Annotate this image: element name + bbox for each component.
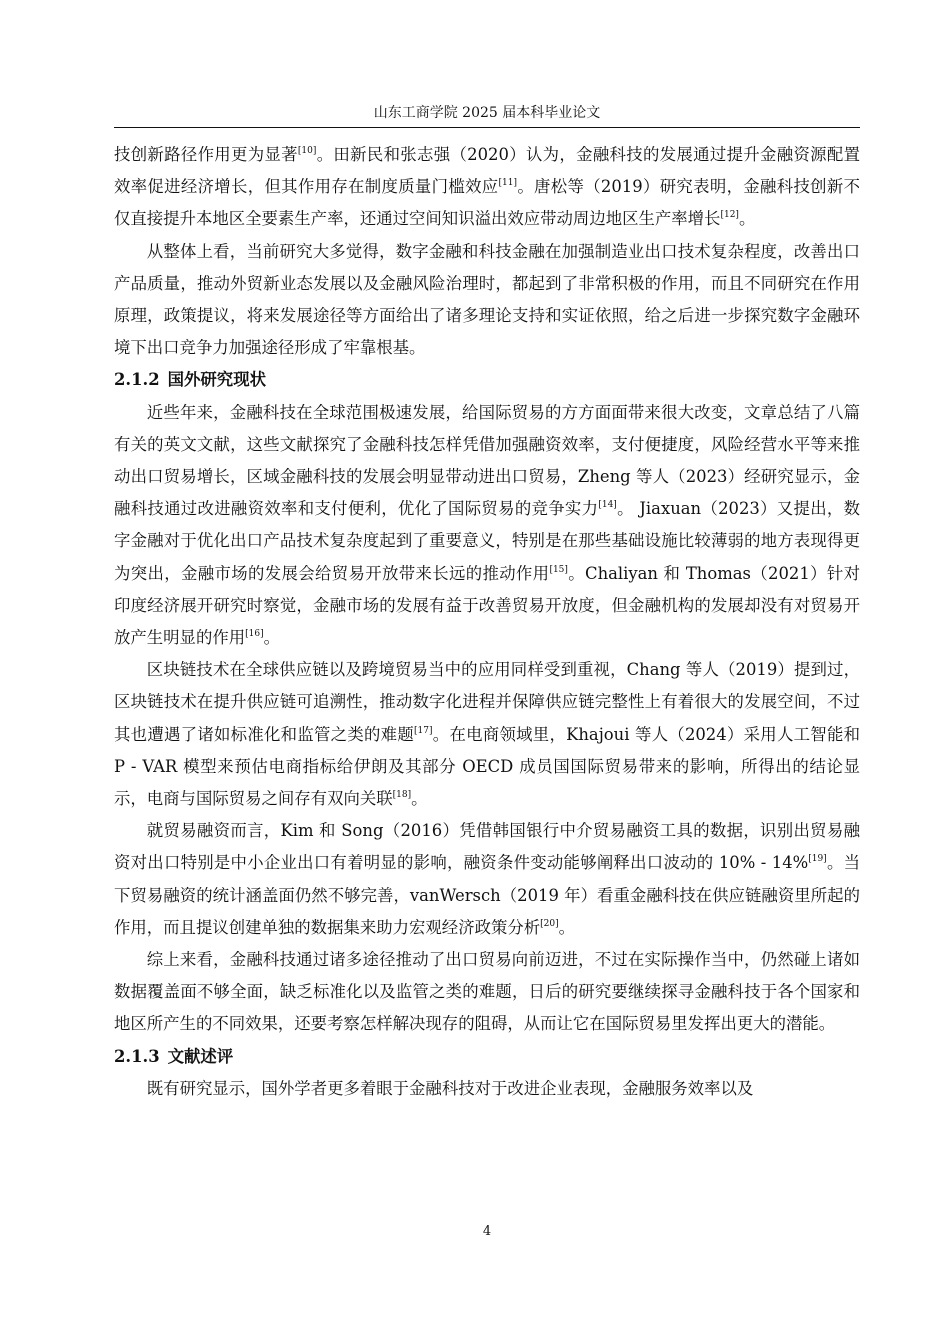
text-run: 技创新路径作用更为显著 xyxy=(114,145,298,164)
text-run: 。Chaliyan 和 Thomas（2021）针对印度经济展开研究时察觉，金融市场的发展有益于改善贸易开放度，但金融机构的发展却没有对贸易开放产生明显的作用 xyxy=(114,563,860,648)
text-run: 。当下贸易融资的统计涵盖面仍然不够完善，vanWersch（2019 年）看重金融科技在供应链融资里所起的作用，而且提议创建单独的数据集来助力宏观经济政策分析 xyxy=(114,853,861,937)
citation-ref: [16] xyxy=(245,629,264,640)
text-run: 区块链技术在全球供应链以及跨境贸易当中的应用同样受到重视，Chang 等人（2019）提到过，区块链技术在提升供应链可追溯性，推动数字化进程并保障供应链完整性上有着很大的发展空间，不过其也遭遇了诸如标准化和监管之类的难题 xyxy=(114,660,860,744)
citation-ref: [18] xyxy=(392,790,412,801)
text-run: 。在电商领域里，Khajoui 等人（2024）采用人工智能和 P - VAR 模型来预估电商指标给伊朗及其部分 OECD 成员国国际贸易带来的影响，所得出的结论显示，电商与国际贸易之间存有双向关联 xyxy=(114,724,861,809)
running-header: 山东工商学院 2025 届本科毕业论文 xyxy=(373,105,601,121)
text-run: 。 xyxy=(411,789,428,809)
paragraph xyxy=(114,815,860,944)
document-page xyxy=(114,0,860,1344)
section-title: 文献述评 xyxy=(167,1046,234,1066)
citation-ref: [15] xyxy=(549,564,568,575)
page-number: 4 xyxy=(482,1224,492,1239)
text-run: 。唐松等（2019）研究表明，金融科技创新不仅直接提升本地区全要素生产率，还通过空间知识溢出效应带动周边地区生产率增长 xyxy=(114,177,860,229)
citation-ref: [11] xyxy=(498,178,518,189)
section-number: 2.1.3 xyxy=(114,1046,160,1066)
section-number: 2.1.2 xyxy=(114,370,160,390)
paragraph xyxy=(114,139,860,236)
citation-ref: [14] xyxy=(598,500,617,511)
body-text xyxy=(114,139,860,1105)
section-heading xyxy=(114,364,860,396)
citation-ref: [17] xyxy=(414,725,433,736)
paragraph: 从整体上看，当前研究大多觉得，数字金融和科技金融在加强制造业出口技术复杂程度，改善出口产品质量，推动外贸新业态发展以及金融风险治理时，都起到了非常积极的作用，而且不同研究在作用原理，政策提议，将来发展途径等方面给出了诸多理论支持和实证依照，给之后进一步探究数字金融环境下出口竞争力加强途径形成了牢靠根基。 xyxy=(114,241,860,358)
text-run: 。 Jiaxuan（2023）又提出，数字金融对于优化出口产品技术复杂度起到了重要意义，特别是在那些基础设施比较薄弱的地方表现得更为突出，金融市场的发展会给贸易开放带来长远的推动作用 xyxy=(114,499,861,583)
text-run: 。 xyxy=(558,917,576,937)
header-rule xyxy=(114,127,860,128)
text-run: 。 xyxy=(738,209,756,229)
paragraph xyxy=(114,397,860,655)
section-heading xyxy=(114,1041,860,1073)
citation-ref: [19] xyxy=(808,854,827,865)
paragraph: 综上来看，金融科技通过诸多途径推动了出口贸易向前迈进，不过在实际操作当中，仍然碰上诸如数据覆盖面不够全面，缺乏标准化以及监管之类的难题，日后的研究要继续探寻金融科技于各个国家和地区所产生的不同效果，还要考察怎样解决现存的阻碍，从而让它在国际贸易里发挥出更大的潜能。 xyxy=(114,950,860,1034)
paragraph: 既有研究显示，国外学者更多着眼于金融科技对于改进企业表现，金融服务效率以及 xyxy=(146,1078,754,1098)
text-run: 。田新民和张志强（2020）认为，金融科技的发展通过提升金融资源配置效率促进经济增长，但其作用存在制度质量门槛效应 xyxy=(114,145,860,197)
text-run: 。 xyxy=(263,628,280,648)
paragraph xyxy=(114,654,860,815)
text-run: 就贸易融资而言，Kim 和 Song（2016）凭借韩国银行中介贸易融资工具的数据，识别出贸易融资对出口特别是中小企业出口有着明显的影响，融资条件变动能够阐释出口波动的 10% - 14% xyxy=(114,821,860,873)
section-title: 国外研究现状 xyxy=(167,370,266,390)
citation-ref: [12] xyxy=(720,210,739,221)
citation-ref: [20] xyxy=(540,918,559,929)
citation-ref: [10] xyxy=(297,146,317,156)
text-run: 近些年来，金融科技在全球范围极速发展，给国际贸易的方方面面带来很大改变，文章总结了八篇有关的英文文献，这些文献探究了金融科技怎样凭借加强融资效率，支付便捷度，风险经营水平等来推动出口贸易增长，区域金融科技的发展会明显带动进出口贸易，Zheng 等人（2023）经研究显示，金融科技通过改进融资效率和支付便利，优化了国际贸易的竞争实力 xyxy=(114,402,860,519)
